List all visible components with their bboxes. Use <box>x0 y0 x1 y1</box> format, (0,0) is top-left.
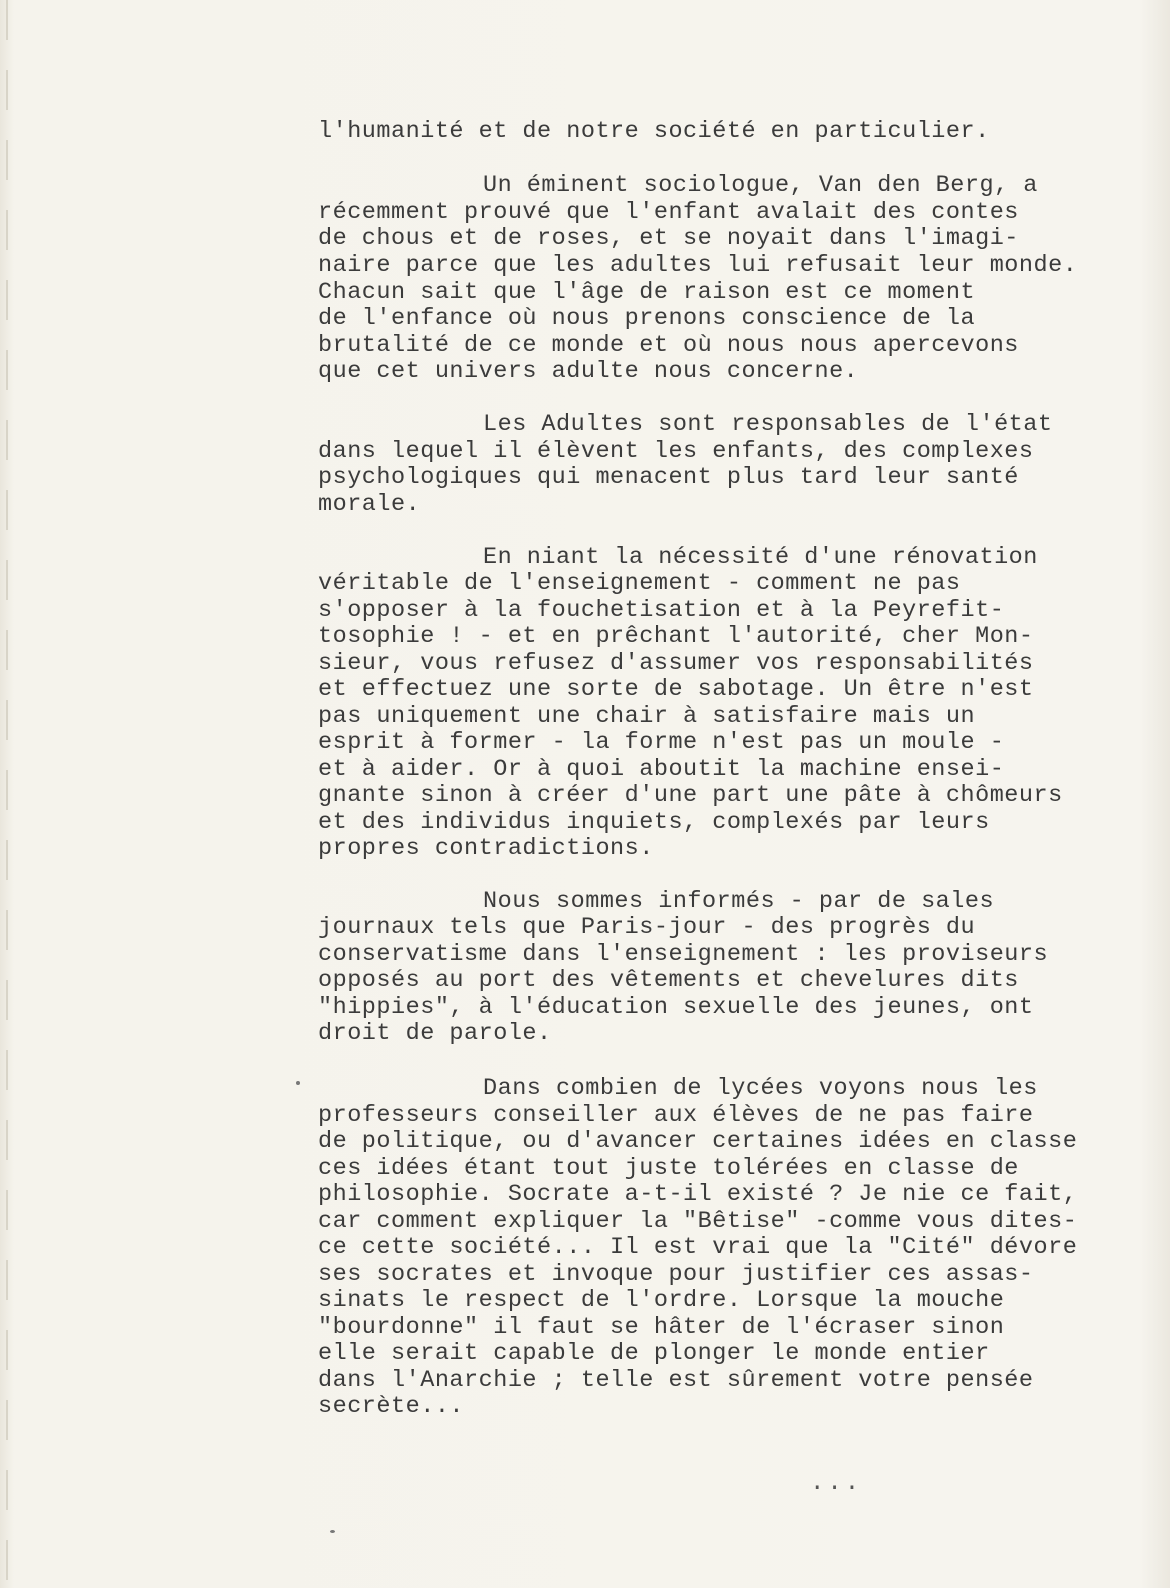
text-line: Nous sommes informés - par de sales <box>483 888 995 915</box>
text-line: conservatisme dans l'enseignement : les proviseurs <box>318 941 1049 968</box>
text-line: ce cette société... Il est vrai que la "Cité" dévore <box>318 1234 1078 1261</box>
text-line: philosophie. Socrate a-t-il existé ? Je nie ce fait, <box>318 1181 1078 1208</box>
text-line: Dans combien de lycées voyons nous les <box>483 1075 1038 1102</box>
ink-speck <box>330 1530 335 1533</box>
text-line: car comment expliquer la "Bêtise" -comme vous dites- <box>318 1208 1078 1235</box>
text-line: droit de parole. <box>318 1020 552 1047</box>
text-line: Les Adultes sont responsables de l'état <box>483 411 1053 438</box>
ink-speck <box>296 1081 300 1085</box>
text-line: dans l'Anarchie ; telle est sûrement votre pensée <box>318 1367 1034 1394</box>
text-line: elle serait capable de plonger le monde entier <box>318 1340 990 1367</box>
text-line: sinats le respect de l'ordre. Lorsque la mouche <box>318 1287 1005 1314</box>
text-line: tosophie ! - et en prêchant l'autorité, cher Mon- <box>318 623 1034 650</box>
text-line: "hippies", à l'éducation sexuelle des jeunes, ont <box>318 994 1034 1021</box>
text-line: de chous et de roses, et se noyait dans l'imagi- <box>318 225 1019 252</box>
text-line: Chacun sait que l'âge de raison est ce moment <box>318 279 976 306</box>
text-line: récemment prouvé que l'enfant avalait des contes <box>318 199 1019 226</box>
text-line: professeurs conseiller aux élèves de ne pas faire <box>318 1102 1034 1129</box>
text-line: propres contradictions. <box>318 835 654 862</box>
text-line: ses socrates et invoque pour justifier ces assas- <box>318 1261 1034 1288</box>
text-line: journaux tels que Paris-jour - des progrès du <box>318 914 976 941</box>
text-line: dans lequel il élèvent les enfants, des complexes <box>318 438 1034 465</box>
text-line: véritable de l'enseignement - comment ne pas <box>318 570 961 597</box>
text-line: s'opposer à la fouchetisation et à la Peyrefit- <box>318 597 1005 624</box>
text-line: En niant la nécessité d'une rénovation <box>483 544 1038 571</box>
text-line: que cet univers adulte nous concerne. <box>318 358 859 385</box>
text-line: et effectuez une sorte de sabotage. Un être n'est <box>318 676 1034 703</box>
text-line: psychologiques qui menacent plus tard leur santé <box>318 464 1019 491</box>
text-line: "bourdonne" il faut se hâter de l'écraser sinon <box>318 1314 1005 1341</box>
text-line: morale. <box>318 491 421 518</box>
text-line: l'humanité et de notre société en particulier. <box>318 118 990 145</box>
text-line: de l'enfance où nous prenons conscience de la <box>318 305 976 332</box>
text-line: naire parce que les adultes lui refusait leur monde. <box>318 252 1078 279</box>
text-line: esprit à former - la forme n'est pas un moule - <box>318 729 1005 756</box>
text-line: gnante sinon à créer d'une part une pâte à chômeurs <box>318 782 1063 809</box>
text-line: et à aider. Or à quoi aboutit la machine ensei- <box>318 756 1005 783</box>
text-line: et des individus inquiets, complexés par leurs <box>318 809 990 836</box>
text-line: de politique, ou d'avancer certaines idées en classe <box>318 1128 1078 1155</box>
text-line: ces idées étant tout juste tolérées en classe de <box>318 1155 1019 1182</box>
text-line: opposés au port des vêtements et chevelures dits <box>318 967 1019 994</box>
text-line: sieur, vous refusez d'assumer vos responsabilités <box>318 650 1034 677</box>
text-line: brutalité de ce monde et où nous nous apercevons <box>318 332 1019 359</box>
text-line: secrète... <box>318 1393 465 1420</box>
text-line: pas uniquement une chair à satisfaire mais un <box>318 703 976 730</box>
text-line: Un éminent sociologue, Van den Berg, a <box>483 172 1038 199</box>
continuation-marker: ... <box>810 1470 863 1497</box>
